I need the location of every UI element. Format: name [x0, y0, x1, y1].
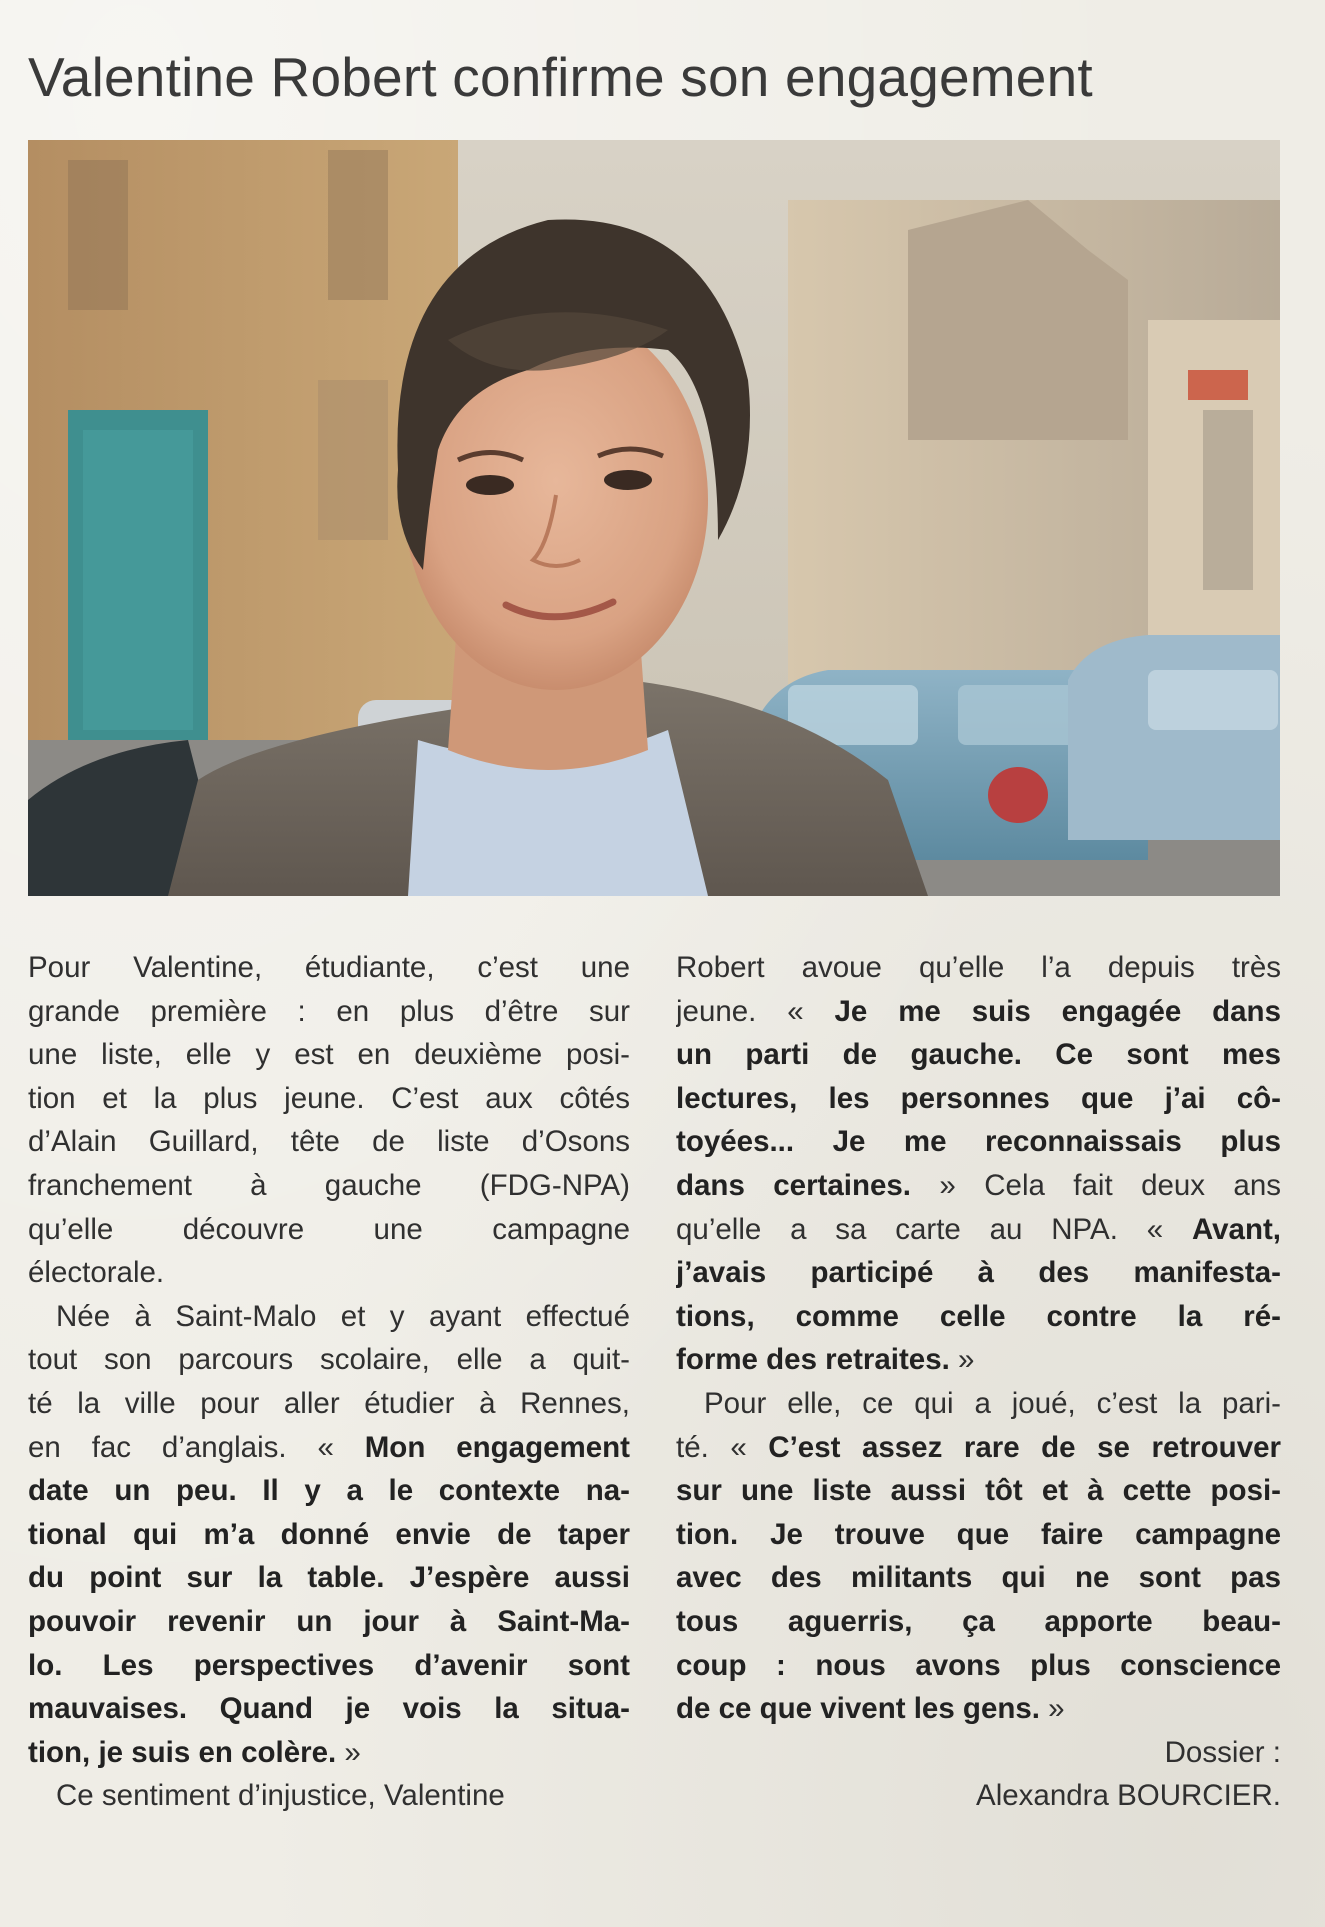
article-line [676, 990, 1281, 1034]
article-headline: Valentine Robert confirme son engagement [28, 46, 1093, 108]
line-text: dans certaines. [676, 1168, 912, 1202]
line-text: forme des retraites. [676, 1343, 950, 1377]
line-text: en fac d’anglais. « [28, 1430, 365, 1464]
line-text: tion. Je trouve que faire campagne [676, 1517, 1281, 1551]
line-text: qu’elle découvre une campagne [28, 1212, 630, 1246]
article-photo [28, 140, 1280, 896]
line-text: franchement à gauche (FDG-NPA) [28, 1168, 630, 1202]
article-line [28, 1295, 630, 1339]
line-text: du point sur la table. J’espère aussi [28, 1561, 630, 1595]
line-text: grande première : en plus d’être sur [28, 994, 630, 1028]
line-text: tional qui m’a donné envie de taper [28, 1517, 630, 1551]
line-text: toyées... Je me reconnaissais plus [676, 1125, 1281, 1159]
article-line [28, 946, 630, 990]
byline-author: Alexandra BOURCIER. [976, 1779, 1281, 1813]
article-line [676, 1295, 1281, 1339]
article-line [676, 1426, 1281, 1470]
article-line [28, 1164, 630, 1208]
article-line [676, 1600, 1281, 1644]
line-text: pouvoir revenir un jour à Saint-Ma- [28, 1604, 630, 1638]
article-line [676, 1556, 1281, 1600]
line-text: j’avais participé à des manifesta- [676, 1256, 1281, 1290]
line-text: té la ville pour aller étudier à Rennes, [28, 1386, 630, 1420]
article-line [28, 1338, 630, 1382]
line-text: mauvaises. Quand je vois la situa- [28, 1692, 630, 1726]
line-text: té. « [676, 1430, 769, 1464]
line-text: date un peu. Il y a le contexte na- [28, 1474, 630, 1508]
article-line [28, 1033, 630, 1077]
article-line [676, 1513, 1281, 1557]
line-text: coup : nous avons plus conscience [676, 1648, 1281, 1682]
line-text: tous aguerris, ça apporte beau- [676, 1604, 1281, 1638]
line-text-bold: C’est assez rare de se retrouver [768, 1430, 1281, 1464]
line-text: lo. Les perspectives d’avenir sont [28, 1648, 630, 1682]
line-text: un parti de gauche. Ce sont mes [676, 1038, 1281, 1072]
line-text: Ce sentiment d’injustice, Valentine [56, 1779, 505, 1813]
article-line [28, 990, 630, 1034]
line-text-bold: Avant, [1191, 1212, 1281, 1246]
byline-label: Dossier : [1164, 1735, 1281, 1769]
article-line [28, 1513, 630, 1557]
article-line [676, 1251, 1281, 1295]
line-text: de ce que vivent les gens. [676, 1692, 1040, 1726]
article-line [28, 1600, 630, 1644]
article-line [28, 1077, 630, 1121]
line-text-bold: Je me suis engagée dans [834, 994, 1281, 1028]
line-text: qu’elle a sa carte au NPA. « [676, 1212, 1192, 1246]
article-line [676, 1164, 1281, 1208]
article-line [676, 1338, 1281, 1382]
line-text: lectures, les personnes que j’ai cô- [676, 1081, 1281, 1115]
article-line [28, 1251, 630, 1295]
article-line [28, 1731, 630, 1775]
article-line [28, 1687, 630, 1731]
article-line [676, 1120, 1281, 1164]
line-text-bold: Mon engagement [364, 1430, 630, 1464]
article-line [28, 1120, 630, 1164]
article-line [28, 1208, 630, 1252]
article-line [676, 946, 1281, 990]
line-text: d’Alain Guillard, tête de liste d’Osons [28, 1125, 630, 1159]
line-text: électorale. [28, 1256, 165, 1290]
line-text: Pour Valentine, étudiante, c’est une [28, 951, 630, 984]
article-line [676, 1687, 1281, 1731]
article-line [28, 1644, 630, 1688]
line-text: Née à Saint-Malo et y ayant effectué [56, 1299, 630, 1333]
line-text: Robert avoue qu’elle l’a depuis très [676, 951, 1281, 984]
line-text: sur une liste aussi tôt et à cette posi- [676, 1474, 1281, 1508]
article-line [28, 1774, 630, 1818]
article-line [676, 1033, 1281, 1077]
line-text: une liste, elle y est en deuxième posi- [28, 1038, 630, 1072]
line-text: tout son parcours scolaire, elle a quit- [28, 1343, 630, 1377]
article-line [676, 1208, 1281, 1252]
line-text: tion et la plus jeune. C’est aux côtés [28, 1081, 630, 1115]
line-text: avec des militants qui ne sont pas [676, 1561, 1281, 1595]
article-line [28, 1382, 630, 1426]
line-text: Pour elle, ce qui a joué, c’est la pari- [704, 1386, 1281, 1420]
line-text-plain: » [1039, 1692, 1065, 1726]
article-line [28, 1469, 630, 1513]
line-text: jeune. « [676, 994, 835, 1028]
article-line [676, 1382, 1281, 1426]
line-text-plain: » [949, 1343, 975, 1377]
article-line [676, 1077, 1281, 1121]
line-text: tion, je suis en colère. [28, 1735, 337, 1769]
article-line [28, 1556, 630, 1600]
article-line [28, 1426, 630, 1470]
line-text: tions, comme celle contre la ré- [676, 1299, 1281, 1333]
article-line [676, 1644, 1281, 1688]
line-text-plain: » [336, 1735, 361, 1769]
article-column-left [28, 946, 630, 1818]
article-line [676, 1469, 1281, 1513]
article-column-right [676, 946, 1281, 1818]
line-text-plain: » Cela fait deux ans [911, 1168, 1281, 1202]
